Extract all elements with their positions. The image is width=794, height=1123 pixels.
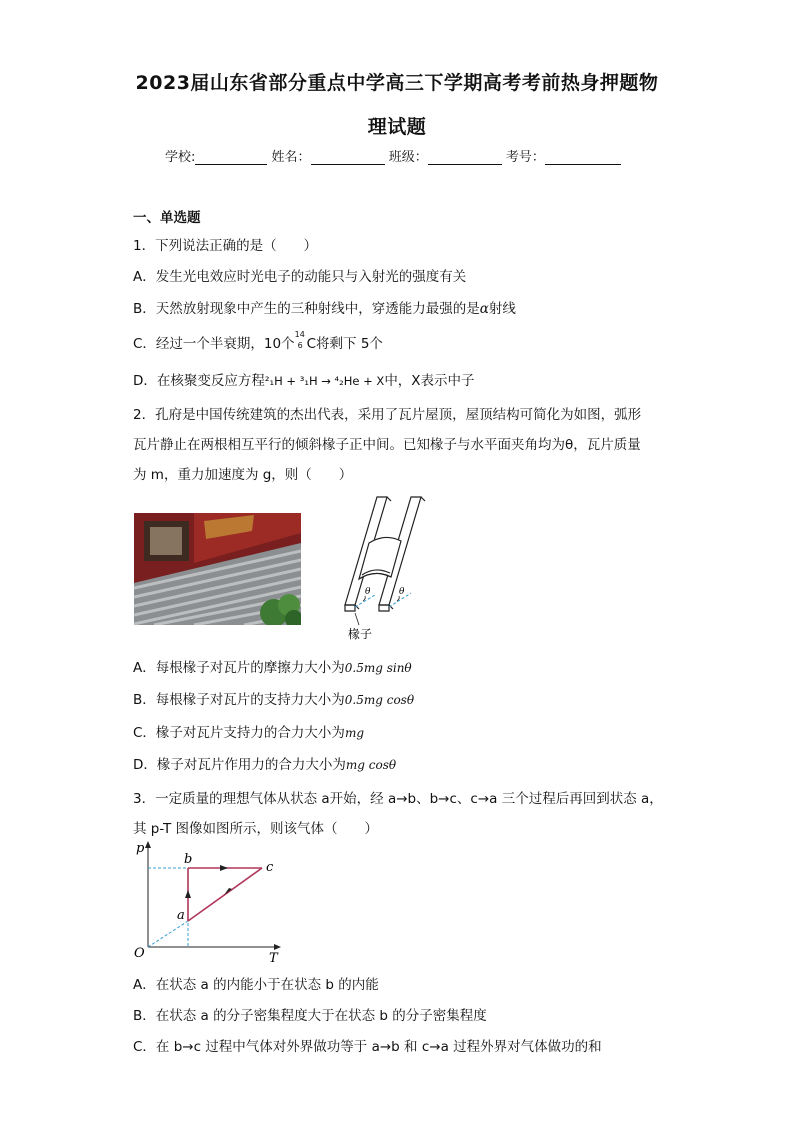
q3-option-a[interactable]: A．在状态 a 的内能小于在状态 b 的内能 (133, 977, 379, 993)
axis-p-label: p (136, 841, 145, 856)
q2-b-expr: 0.5mg cosθ (344, 693, 415, 707)
q1-c-text: C．经过一个半衰期，10个 (133, 336, 295, 352)
q1-option-b[interactable] (133, 297, 516, 317)
q2-d-expr: mg cosθ (345, 758, 397, 772)
rafter-diagram (335, 495, 430, 645)
point-c-label: c (266, 860, 274, 875)
p-t-graph (128, 838, 288, 966)
arrow-b-to-c (220, 865, 228, 871)
q2-b-text: B．每根椽子对瓦片的支持力大小为 (133, 692, 345, 708)
class-label: 班级： (388, 150, 428, 165)
roof-photo (134, 513, 301, 625)
q1-option-d[interactable] (133, 369, 475, 389)
q2-option-b[interactable] (133, 688, 414, 708)
q2-stem-line3: 为 m，重力加速度为 g，则（ ） (133, 467, 353, 483)
q3-stem-line2: 其 p-T 图像如图所示，则该气体（ ） (133, 821, 379, 837)
q1-b-text: B．天然放射现象中产生的三种射线中，穿透能力最强的是 (133, 301, 480, 317)
q2-option-c[interactable] (133, 721, 364, 741)
name-label: 姓名： (271, 150, 311, 165)
fusion-equation: ²₁H + ³₁H → ⁴₂He + X (264, 374, 385, 388)
q2-c-text: C．椽子对瓦片支持力的合力大小为 (133, 725, 345, 741)
section-heading: 一、单选题 (133, 210, 201, 226)
q1-c-tail: 将剩下 5个 (316, 336, 383, 352)
q2-stem-line2: 瓦片静止在两根相互平行的倾斜椽子正中间。已知椽子与水平面夹角均为θ，瓦片质量 (133, 437, 641, 453)
number-label: 考号： (505, 150, 545, 165)
axes (148, 842, 280, 947)
point-a-label: a (177, 908, 185, 923)
isotope-mass: 14 (294, 330, 305, 339)
number-blank[interactable] (545, 150, 621, 165)
cycle-path (188, 868, 262, 921)
point-b-label: b (184, 852, 193, 867)
q1-option-c[interactable] (133, 332, 383, 352)
isotope-symbol: C (306, 336, 317, 352)
q3-option-c[interactable]: C．在 b→c 过程中气体对外界做功等于 a→b 和 c→a 过程外界对气体做功的和 (133, 1039, 602, 1055)
arrow-c-to-a (224, 888, 232, 895)
q2-d-text: D．椽子对瓦片作用力的合力大小为 (133, 757, 346, 773)
q1-stem: 1．下列说法正确的是（ ） (133, 238, 318, 254)
school-blank[interactable] (195, 150, 267, 165)
exam-title-line1: 2023届山东省部分重点中学高三下学期高考考前热身押题物 (135, 72, 659, 94)
exam-title-line2: 理试题 (367, 116, 427, 138)
q1-d-text: D．在核聚变反应方程 (133, 373, 265, 389)
q2-a-expr: 0.5mg sinθ (344, 661, 412, 675)
q2-stem-line1: 2．孔府是中国传统建筑的杰出代表，采用了瓦片屋顶，屋顶结构可简化为如图，弧形 (133, 407, 642, 423)
rafter-label: 椽子 (348, 627, 373, 641)
isotope-number: 6 (297, 341, 303, 350)
q2-c-expr: mg (344, 726, 364, 740)
q1-option-a[interactable]: A．发生光电效应时光电子的动能只与入射光的强度有关 (133, 269, 467, 285)
q3-option-b[interactable]: B．在状态 a 的分子密集程度大于在状态 b 的分子密集程度 (133, 1008, 487, 1024)
theta-label-right: θ (399, 587, 405, 597)
theta-label-left: θ (365, 587, 371, 597)
q3-stem-line1: 3．一定质量的理想气体从状态 a开始，经 a→b、b→c、c→a 三个过程后再回到状态 a， (133, 791, 663, 807)
alpha-symbol: α (479, 301, 489, 317)
arrow-a-to-b (185, 890, 191, 898)
axis-t-label: T (269, 951, 278, 966)
school-label: 学校: (165, 150, 196, 165)
q2-option-d[interactable] (133, 753, 396, 773)
q1-b-tail: 射线 (488, 301, 516, 317)
origin-label: O (134, 946, 145, 961)
q2-a-text: A．每根椽子对瓦片的摩擦力大小为 (133, 660, 345, 676)
q1-d-tail: 中，X表示中子 (384, 373, 475, 389)
name-blank[interactable] (311, 150, 385, 165)
class-blank[interactable] (428, 150, 502, 165)
student-info-row (165, 146, 621, 165)
q2-option-a[interactable] (133, 656, 412, 676)
